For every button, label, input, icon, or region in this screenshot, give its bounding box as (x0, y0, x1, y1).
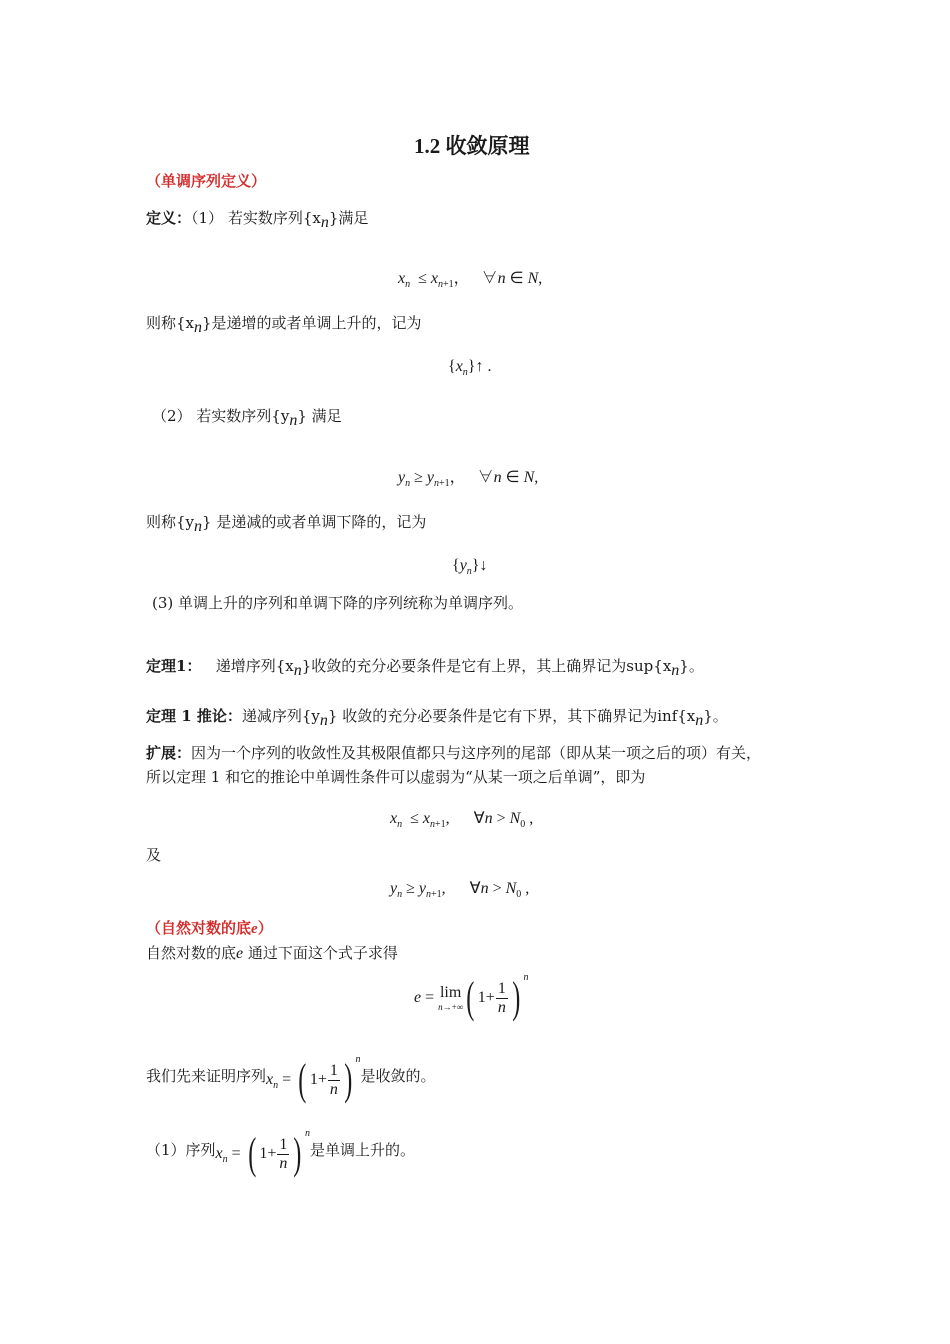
section-heading-e-var: e (251, 921, 258, 937)
section-heading-e (146, 917, 273, 938)
e-proof-intro-b: 是收敛的。 (360, 1067, 436, 1086)
e-proof-intro-a: 我们先来证明序列 (146, 1067, 267, 1086)
page-title: 1.2 收敛原理 (414, 134, 530, 158)
formula-increasing: $x_n \le x_{n+1}$， ∀n ∈ N, (398, 270, 543, 290)
e-step1-a: （1）序列 (146, 1141, 216, 1160)
definition-part1-conclusion: 则称$\{x_n\}$是递增的或者单调上升的，记为 (146, 314, 422, 336)
theorem-1-label: 定理1： (146, 657, 202, 675)
extension-line1-text: 因为一个序列的收敛性及其极限值都只与这序列的尾部（即从某一项之后的项）有关， (191, 744, 762, 762)
e-intro-b: 通过下面这个式子求得 (243, 944, 398, 962)
formula-e-limit: e = lim n→+∞ ( 1+ $\frac{1}{n}$ ) $^n$ (414, 972, 529, 1023)
definition-part2-conclusion-a: 则称{y (146, 513, 195, 531)
corollary-text-c: }。 (703, 707, 728, 725)
e-step1-b: 是单调上升的。 (310, 1141, 416, 1160)
definition-part2-tail: } 满足 (297, 407, 342, 425)
e-intro (146, 943, 398, 964)
e-intro-a: 自然对数的底 (146, 944, 237, 962)
definition-part2-text: （2） 若实数序列{y (152, 407, 290, 425)
notation-increasing: $\{x_n\}↑$ . (448, 358, 492, 378)
extension-label: 扩展： (146, 744, 192, 762)
definition-label: 定义： (146, 209, 192, 227)
theorem-1-text-b: }收敛的充分必要条件是它有上界，其上确界记为sup{x (301, 657, 672, 675)
definition-part3: (3) 单调上升的序列和单调下降的序列统称为单调序列。 (152, 594, 524, 612)
definition-part1-tail: }满足 (328, 209, 369, 227)
notation-decreasing: $\{y_n\}↓$ (452, 557, 488, 577)
definition-part2-intro: （2） 若实数序列$\{y_n\}$ 满足 (152, 407, 342, 429)
extension-and: 及 (146, 846, 162, 864)
corollary-label: 定理 1 推论： (146, 707, 242, 725)
e-intro-var: e (236, 945, 244, 962)
section-heading-monotone: （单调序列定义） (146, 172, 267, 190)
e-step1 (146, 1124, 416, 1179)
theorem-1: 定理1： 递增序列$\{x_n\}$收敛的充分必要条件是它有上界，其上确界记为$sup\{x_n\}$。 (146, 657, 704, 679)
e-proof-intro (146, 1050, 436, 1105)
extension-line2: 所以定理 1 和它的推论中单调性条件可以虚弱为“从某一项之后单调”，即为 (146, 768, 646, 786)
formula-eventually-decreasing: $y_n \ge y_{n+1}$, ∀n > $N_0$ , (390, 880, 530, 900)
formula-sequence: $x_n$ = ( 1+ $\frac{1}{n}$ ) $^n$ (266, 1054, 361, 1105)
corollary-text-b: } 收敛的充分必要条件是它有下界，其下确界记为inf{x (327, 707, 696, 725)
section-heading-e-prefix: （自然对数的底 (146, 919, 252, 937)
corollary-text-a: 递减序列{y (241, 707, 320, 725)
definition-part2-conclusion: 则称$\{y_n\}$ 是递减的或者单调下降的，记为 (146, 513, 427, 535)
definition-part1-conclusion-a: 则称{x (146, 314, 195, 332)
theorem-1-text-c: }。 (679, 657, 704, 675)
definition-part1-intro: 定义：（1） 若实数序列$\{x_n\}$满足 (146, 209, 369, 231)
formula-decreasing: $y_n \ge y_{n+1}$， ∀n ∈ N, (398, 469, 539, 489)
corollary: 定理 1 推论：递减序列$\{y_n\}$ 收敛的充分必要条件是它有下界，其下确界记为$inf\{x_n\}$。 (146, 707, 728, 729)
extension-line1 (146, 743, 761, 763)
definition-part1-conclusion-b: }是递增的或者单调上升的，记为 (202, 314, 422, 332)
definition-part2-conclusion-b: } 是递减的或者单调下降的，记为 (202, 513, 427, 531)
formula-sequence-step1: $x_n$ = ( 1+ $\frac{1}{n}$ ) $^n$ (215, 1128, 311, 1179)
definition-part1-text: （1） 若实数序列{x (191, 209, 321, 227)
theorem-1-text-a: 递增序列{x (215, 657, 294, 675)
section-heading-e-suffix: ） (257, 919, 273, 937)
formula-eventually-increasing: $x_n \le x_{n+1}$, ∀n > $N_0$ , (390, 810, 534, 830)
